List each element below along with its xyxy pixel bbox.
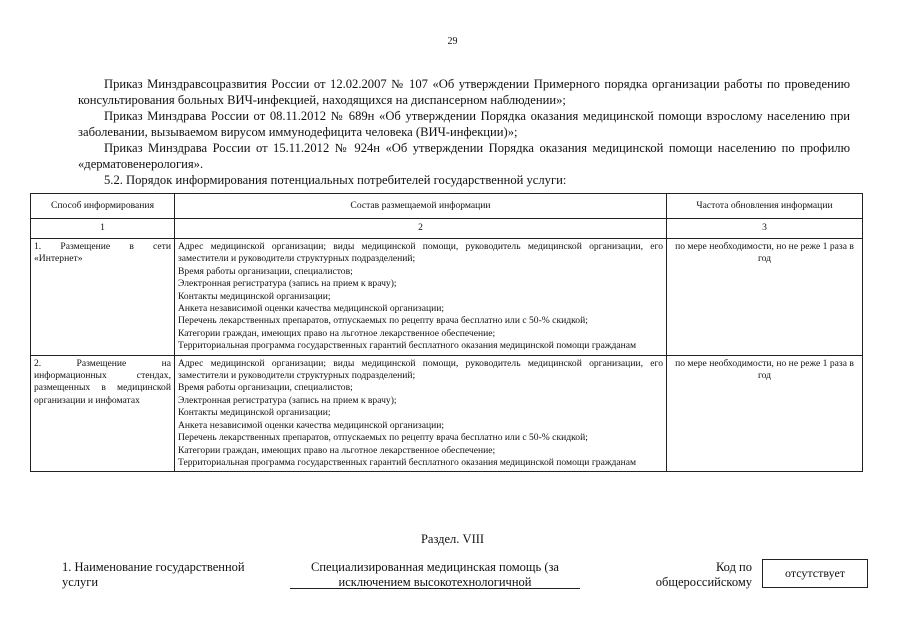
method-cell: 2. Размещение на информационных стендах, размещенных в медицинской организации и инфоматах <box>31 355 175 472</box>
table-row <box>31 355 863 472</box>
service-name-label: 1. Наименование государственной услуги <box>62 560 245 589</box>
column-number: 3 <box>667 219 863 239</box>
section-5-2-heading: 5.2. Порядок информирования потенциальных потребителей государственной услуги: <box>104 173 567 187</box>
content-cell <box>175 355 667 472</box>
information-table <box>30 193 863 472</box>
section-title: Раздел. VIII <box>420 532 485 546</box>
content-item: Анкета независимой оценки качества медицинской организации; <box>178 303 445 315</box>
content-item: Время работы организации, специалистов; <box>178 382 353 394</box>
order-689n: Приказ Минздрава России от 08.11.2012 № 689н «Об утверждении Порядка оказания медицинской помощи взрослому населению при заболевании, вызываемом вирусом иммунодефицита человека (ВИЧ-инфекции)»; <box>78 109 850 139</box>
code-label: Код по общероссийскому <box>655 560 752 589</box>
order-107: Приказ Минздравсоцразвития России от 12.02.2007 № 107 «Об утверждении Примерного порядка организации работы по проведению консультирования больных ВИЧ-инфекцией, находящихся на диспансерном наблюдении»; <box>78 77 850 107</box>
content-item: Перечень лекарственных препаратов, отпускаемых по рецепту врача бесплатно или с 50-% скидкой; <box>178 432 588 444</box>
table-header-row <box>31 194 863 219</box>
content-item: Контакты медицинской организации; <box>178 407 331 419</box>
method-cell: 1. Размещение в сети «Интернет» <box>31 239 175 356</box>
table-number-row <box>31 219 863 239</box>
content-item: Контакты медицинской организации; <box>178 290 331 302</box>
content-item: Электронная регистратура (запись на прием к врачу); <box>178 394 397 406</box>
header-method: Способ информирования <box>31 194 175 219</box>
service-underline <box>290 588 580 589</box>
content-item: Электронная регистратура (запись на прием к врачу); <box>178 278 397 290</box>
service-name-value: Специализированная медицинская помощь (за исключением высокотехнологичной <box>311 560 559 589</box>
page-number: 29 <box>447 36 458 47</box>
content-item: Категории граждан, имеющих право на льготное лекарственное обеспечение; <box>178 327 496 339</box>
table-row <box>31 239 863 356</box>
content-item: Перечень лекарственных препаратов, отпускаемых по рецепту врача бесплатно или с 50-% скидкой; <box>178 315 588 327</box>
content-item: Территориальная программа государственных гарантий бесплатного оказания медицинской помощи гражданам <box>178 340 637 352</box>
header-frequency: Частота обновления информации <box>667 194 863 219</box>
header-content: Состав размещаемой информации <box>175 194 667 219</box>
content-item: Территориальная программа государственных гарантий бесплатного оказания медицинской помощи гражданам <box>178 456 637 468</box>
order-924n: Приказ Минздрава России от 15.11.2012 № 924н «Об утверждении Порядка оказания медицинской помощи населению по профилю «дерматовенерология». <box>78 141 850 171</box>
content-cell <box>175 239 667 356</box>
content-item: Адрес медицинской организации; виды медицинской помощи, руководитель медицинской организации, его заместители и руководители структурных подразделений; <box>178 241 663 265</box>
column-number: 1 <box>31 219 175 239</box>
content-item: Анкета независимой оценки качества медицинской организации; <box>178 419 445 431</box>
frequency-cell: по мере необходимости, но не реже 1 раза в год <box>667 355 863 472</box>
frequency-cell: по мере необходимости, но не реже 1 раза в год <box>667 239 863 356</box>
column-number: 2 <box>175 219 667 239</box>
content-item: Время работы организации, специалистов; <box>178 265 353 277</box>
content-item: Категории граждан, имеющих право на льготное лекарственное обеспечение; <box>178 444 496 456</box>
code-value-box: отсутствует <box>762 559 868 588</box>
intro-text <box>78 76 850 188</box>
content-item: Адрес медицинской организации; виды медицинской помощи, руководитель медицинской организации, его заместители и руководители структурных подразделений; <box>178 357 663 382</box>
